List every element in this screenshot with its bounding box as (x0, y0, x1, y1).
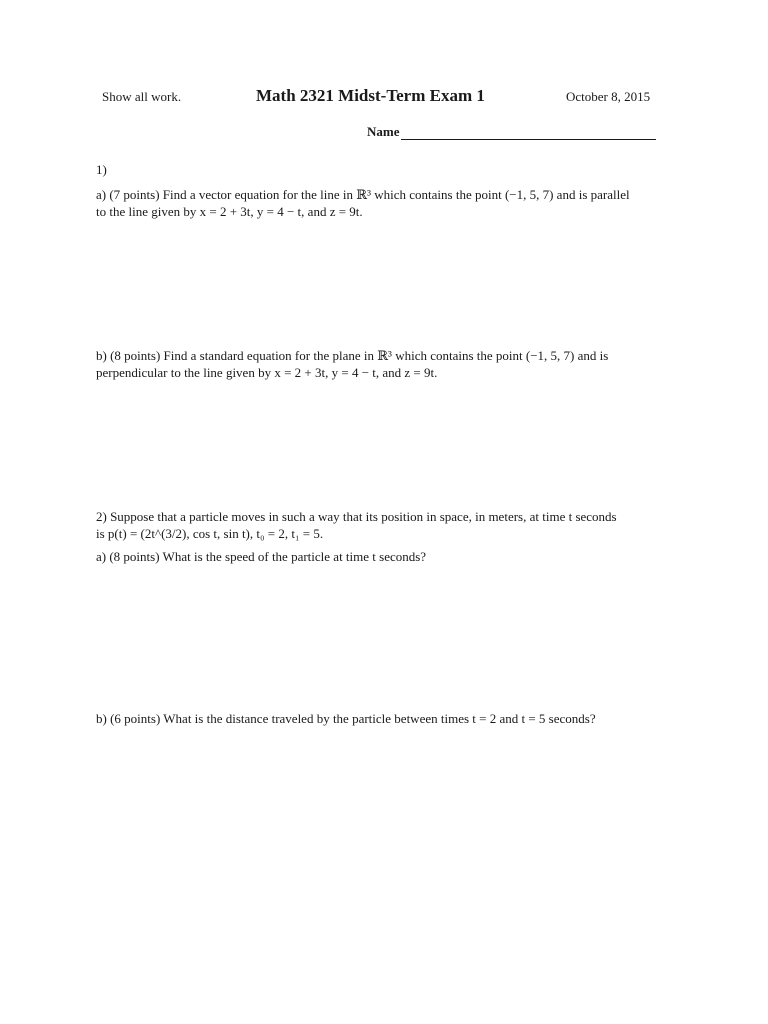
question-2-intro-line-2: is p(t) = (2t^(3/2), cos t, sin t), t₀ = 2, t₁ = 5. (96, 526, 324, 541)
question-2a: a) (8 points) What is the speed of the particle at time t seconds? (96, 549, 427, 564)
name-underline[interactable] (401, 125, 656, 140)
question-1b-line-2: perpendicular to the line given by x = 2 + 3t, y = 4 − t, and z = 9t. (96, 365, 438, 380)
exam-date: October 8, 2015 (566, 89, 651, 104)
question-1a (96, 186, 662, 220)
instruction-text: Show all work. (102, 89, 182, 104)
question-1a-line-2: to the line given by x = 2 + 3t, y = 4 − t, and z = 9t. (96, 204, 363, 219)
name-label: Name (367, 124, 400, 139)
question-2-intro (96, 508, 662, 542)
name-field[interactable] (367, 124, 656, 140)
question-1b-line-1: b) (8 points) Find a standard equation for the plane in ℝ³ which contains the point (−1, 5, 7) and is (96, 348, 609, 363)
question-1-number: 1) (96, 162, 107, 177)
question-1b (96, 347, 662, 381)
question-2b: b) (6 points) What is the distance traveled by the particle between times t = 2 and t = 5 seconds? (96, 711, 596, 726)
exam-title: Math 2321 Midst-Term Exam 1 (256, 86, 485, 105)
question-1a-line-1: a) (7 points) Find a vector equation for the line in ℝ³ which contains the point (−1, 5, 7) and is parallel (96, 187, 630, 202)
question-2-intro-line-1: 2) Suppose that a particle moves in such a way that its position in space, in meters, at time t seconds (96, 509, 617, 524)
